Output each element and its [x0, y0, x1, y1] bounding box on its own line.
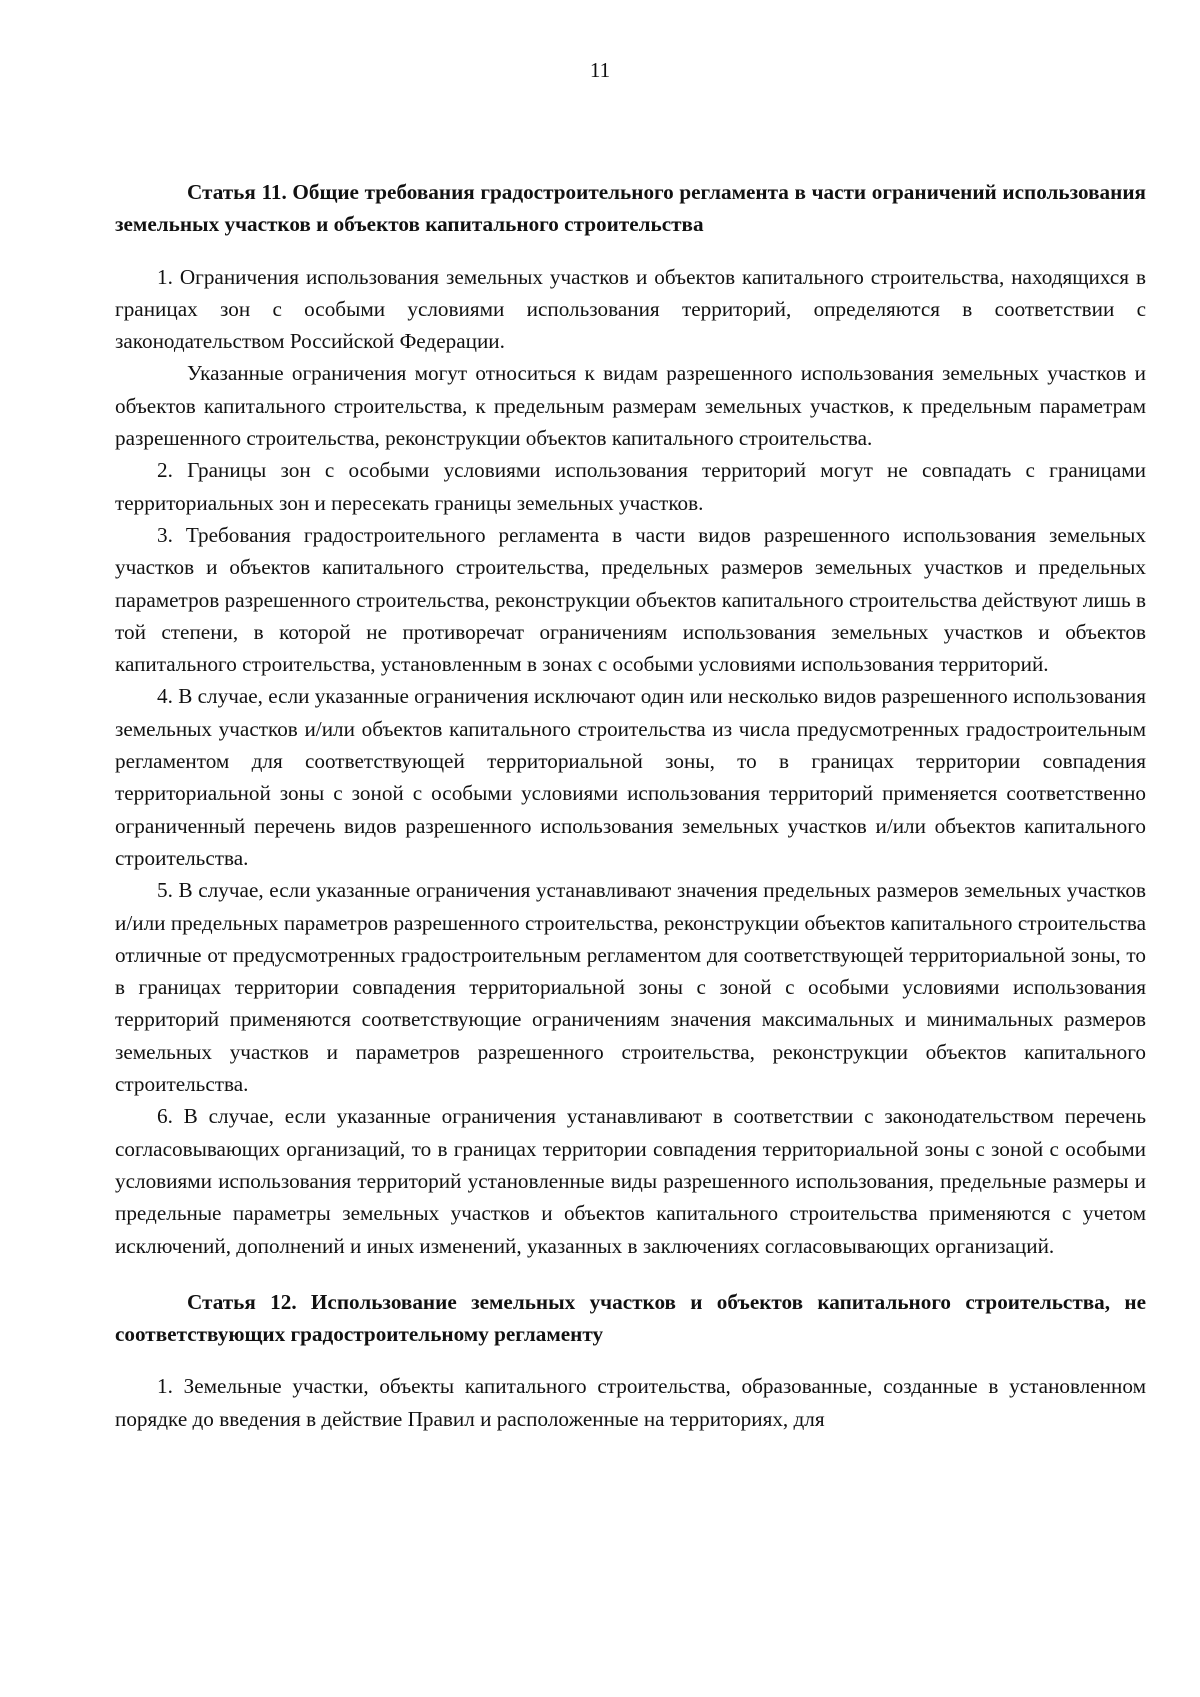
article-11-paragraph-6: 6. В случае, если указанные ограничения устанавливают в соответствии с законодательством перечень согласовывающих организаций, то в границах территории совпадения территориальной зоны с зоной с особыми условиями использования территорий установленные виды разрешенного использования, предельные размеры и предельные параметры земельных участков и объектов капитального строительства применяются с учетом исключений, дополнений и иных изменений, указанных в заключениях согласовывающих организаций. [115, 1104, 1146, 1258]
article-11-paragraph-4: 4. В случае, если указанные ограничения исключают один или несколько видов разрешенного использования земельных участков и/или объектов капитального строительства из числа предусмотренных градостроительным регламентом для соответствующей территориальной зоны, то в границах территории совпадения территориальной зоны с зоной с особыми условиями использования территорий применяется соответственно ограниченный перечень видов разрешенного использования земельных участков и/или объектов капитального строительства. [115, 684, 1146, 870]
article-11-paragraph-5: 5. В случае, если указанные ограничения устанавливают значения предельных размеров земельных участков и/или предельных параметров разрешенного строительства, реконструкции объектов капитального строительства отличные от предусмотренных градостроительным регламентом для соответствующей территориальной зоны, то в границах территории совпадения территориальной зоны с зоной с особыми условиями использования территорий применяются соответствующие ограничениям значения максимальных и минимальных размеров земельных участков и параметров разрешенного строительства, реконструкции объектов капитального строительства. [115, 878, 1146, 1097]
page-number: 11 [589, 58, 611, 82]
article-12-heading: Статья 12. Использование земельных участков и объектов капитального строительства, не соответствующих градостроительному регламенту [115, 1289, 1146, 1347]
document-body [115, 176, 1146, 1435]
article-11-paragraph-1: 1. Ограничения использования земельных участков и объектов капитального строительства, находящихся в границах зон с особыми условиями использования территорий, определяются в соответствии с законодательством Российской Федерации. [115, 264, 1146, 354]
article-11-paragraph-2: 2. Границы зон с особыми условиями использования территорий могут не совпадать с границами территориальных зон и пересекать границы земельных участков. [115, 458, 1146, 515]
article-11-paragraph-1-continuation: Указанные ограничения могут относиться к видам разрешенного использования земельных участков и объектов капитального строительства, к предельным размерам земельных участков, к предельным параметрам разрешенного строительства, реконструкции объектов капитального строительства. [115, 361, 1146, 451]
article-12-paragraph-1: 1. Земельные участки, объекты капитального строительства, образованные, созданные в установленном порядке до введения в действие Правил и расположенные на территориях, для [115, 1374, 1146, 1431]
article-11-paragraph-3: 3. Требования градостроительного регламента в части видов разрешенного использования земельных участков и объектов капитального строительства, предельных размеров земельных участков и предельных параметров разрешенного строительства, реконструкции объектов капитального строительства действуют лишь в той степени, в которой не противоречат ограничениям использования земельных участков и объектов капитального строительства, установленным в зонах с особыми условиями использования территорий. [115, 522, 1146, 677]
article-11-heading: Статья 11. Общие требования градостроительного регламента в части ограничений использования земельных участков и объектов капитального строительства [115, 180, 1146, 237]
